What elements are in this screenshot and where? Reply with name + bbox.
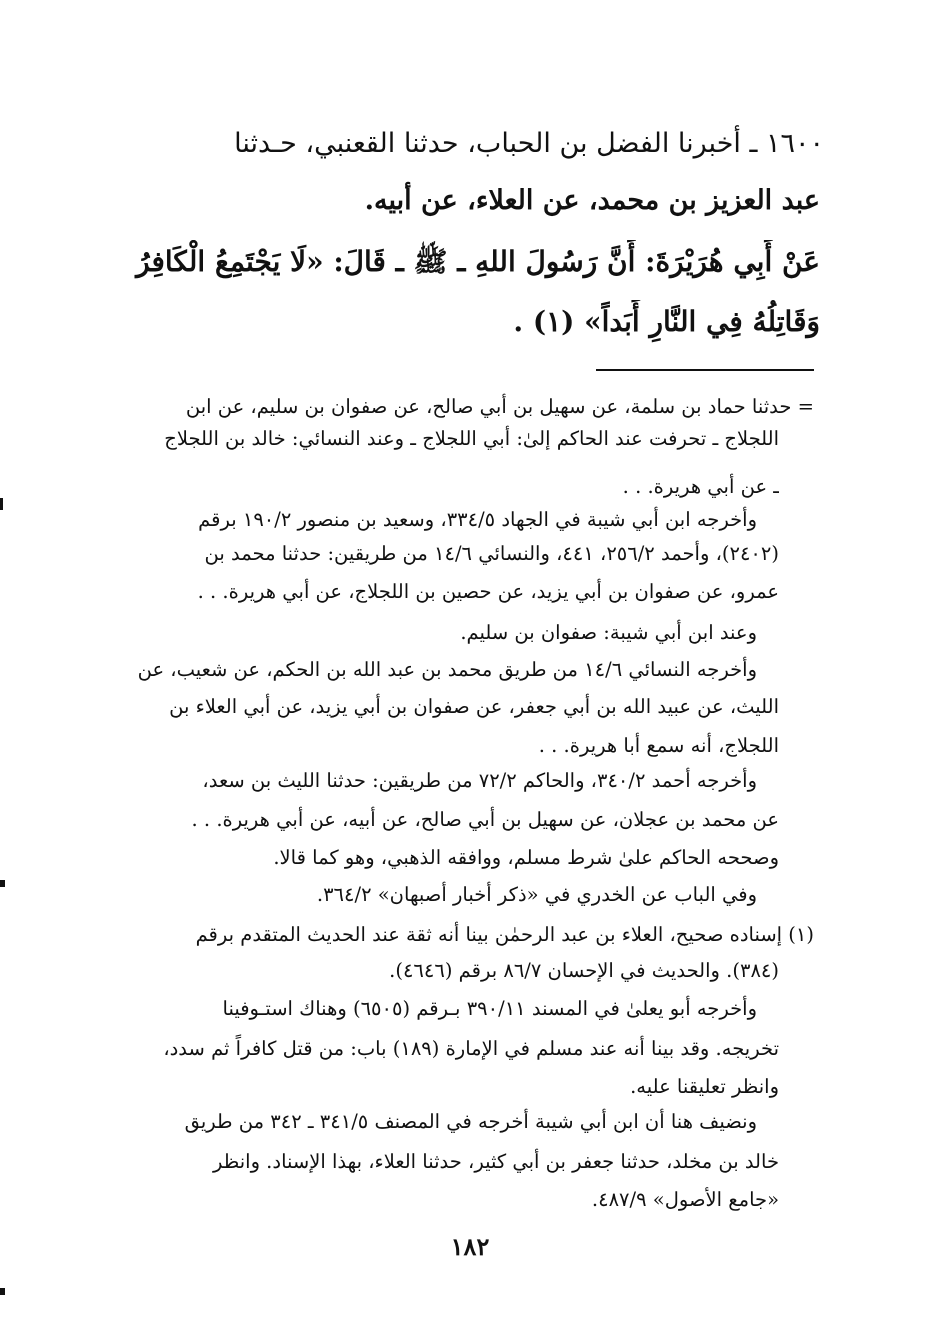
footnote-line: وأخرجه أبو يعلىٰ في المسند ٣٩٠/١١ بـرقم (٦٥٠٥) وهناك استـوفينا xyxy=(222,997,757,1020)
footnote-line: وأخرجه أحمد ٣٤٠/٢، والحاكم ٧٢/٢ من طريقين: حدثنا الليث بن سعد، xyxy=(202,769,757,792)
footnote-line: وصححه الحاكم علىٰ شرط مسلم، ووافقه الذهبي، وهو كما قالا. xyxy=(273,846,779,869)
footnote-line: وفي الباب عن الخدري في «ذكر أخبار أصبهان» ٣٦٤/٢. xyxy=(316,883,757,906)
footnote-line: وانظر تعليقنا عليه. xyxy=(630,1075,779,1098)
footnote-line: الليث، عن عبيد الله بن أبي جعفر، عن صفوان بن أبي يزيد، عن أبي العلاء بن xyxy=(169,695,779,718)
footnote-line: وعند ابن أبي شيبة: صفوان بن سليم. xyxy=(460,621,757,644)
footnote-line: خالد بن مخلد، حدثنا جعفر بن أبي كثير، حدثنا العلاء، بهذا الإسناد. وانظر xyxy=(212,1150,779,1173)
footnote-line: اللجلاج ـ تحرفت عند الحاكم إلىٰ: أبي اللجلاج ـ وعند النسائي: خالد بن اللجلاج xyxy=(164,427,779,450)
footnote-line: (١) إسناده صحيح، العلاء بن عبد الرحمٰن بينا أنه ثقة عند الحديث المتقدم برقم xyxy=(195,923,814,946)
footnote-line: ـ عن أبي هريرة. . . xyxy=(622,475,779,498)
footnote-separator xyxy=(596,369,814,371)
footnote-line: وأخرجه ابن أبي شيبة في الجهاد ٣٣٤/٥، وسعيد بن منصور ١٩٠/٢ برقم xyxy=(198,508,757,531)
footnote-line: وأخرجه النسائي ١٤/٦ من طريق محمد بن عبد الله بن الحكم، عن شعيب، عن xyxy=(137,658,757,681)
page-number: ١٨٢ xyxy=(450,1232,490,1261)
footnote-line: عمرو، عن صفوان بن أبي يزيد، عن حصين بن اللجلاج، عن أبي هريرة. . . xyxy=(197,580,779,603)
matn-line-2: وَقَاتِلُهُ فِي النَّارِ أَبَداً» (١) . xyxy=(513,305,820,338)
scan-edge-mark xyxy=(0,880,5,887)
isnad-line-1: ١٦٠٠ ـ أخبرنا الفضل بن الحباب، حدثنا القعنبي، حـدثنا xyxy=(234,128,824,159)
footnote-line: تخريجه. وقد بينا أنه عند مسلم في الإمارة (١٨٩) باب: من قتل كافراً ثم سدد، xyxy=(163,1037,779,1060)
matn-line-1: عَنْ أَبِي هُرَيْرَةَ: أَنَّ رَسُولَ اللهِ ـ ﷺ ـ قَالَ: «لَا يَجْتَمِعُ الْكَافِرُ xyxy=(136,245,820,278)
scan-edge-mark xyxy=(0,1288,5,1295)
footnote-line: «جامع الأصول» ٤٨٧/٩. xyxy=(591,1188,779,1211)
scan-edge-mark xyxy=(0,498,3,510)
footnote-line: اللجلاج، أنه سمع أبا هريرة. . . xyxy=(538,734,779,757)
isnad-line-2: عبد العزيز بن محمد، عن العلاء، عن أبيه. xyxy=(364,185,820,216)
footnote-line: ونضيف هنا أن ابن أبي شيبة أخرجه في المصنف ٣٤١/٥ ـ ٣٤٢ من طريق xyxy=(184,1110,757,1133)
footnote-line: = حدثنا حماد بن سلمة، عن سهيل بن أبي صالح، عن صفوان بن سليم، عن ابن xyxy=(185,395,814,418)
footnote-line: (٣٨٤). والحديث في الإحسان ٨٦/٧ برقم (٤٦٤٦). xyxy=(389,959,779,982)
footnote-line: (٢٤٠٢)، وأحمد ٢٥٦/٢، ٤٤١، والنسائي ١٤/٦ من طريقين: حدثنا محمد بن xyxy=(204,542,779,565)
footnote-line: عن محمد بن عجلان، عن سهيل بن أبي صالح، عن أبيه، عن أبي هريرة. . . xyxy=(191,808,779,831)
